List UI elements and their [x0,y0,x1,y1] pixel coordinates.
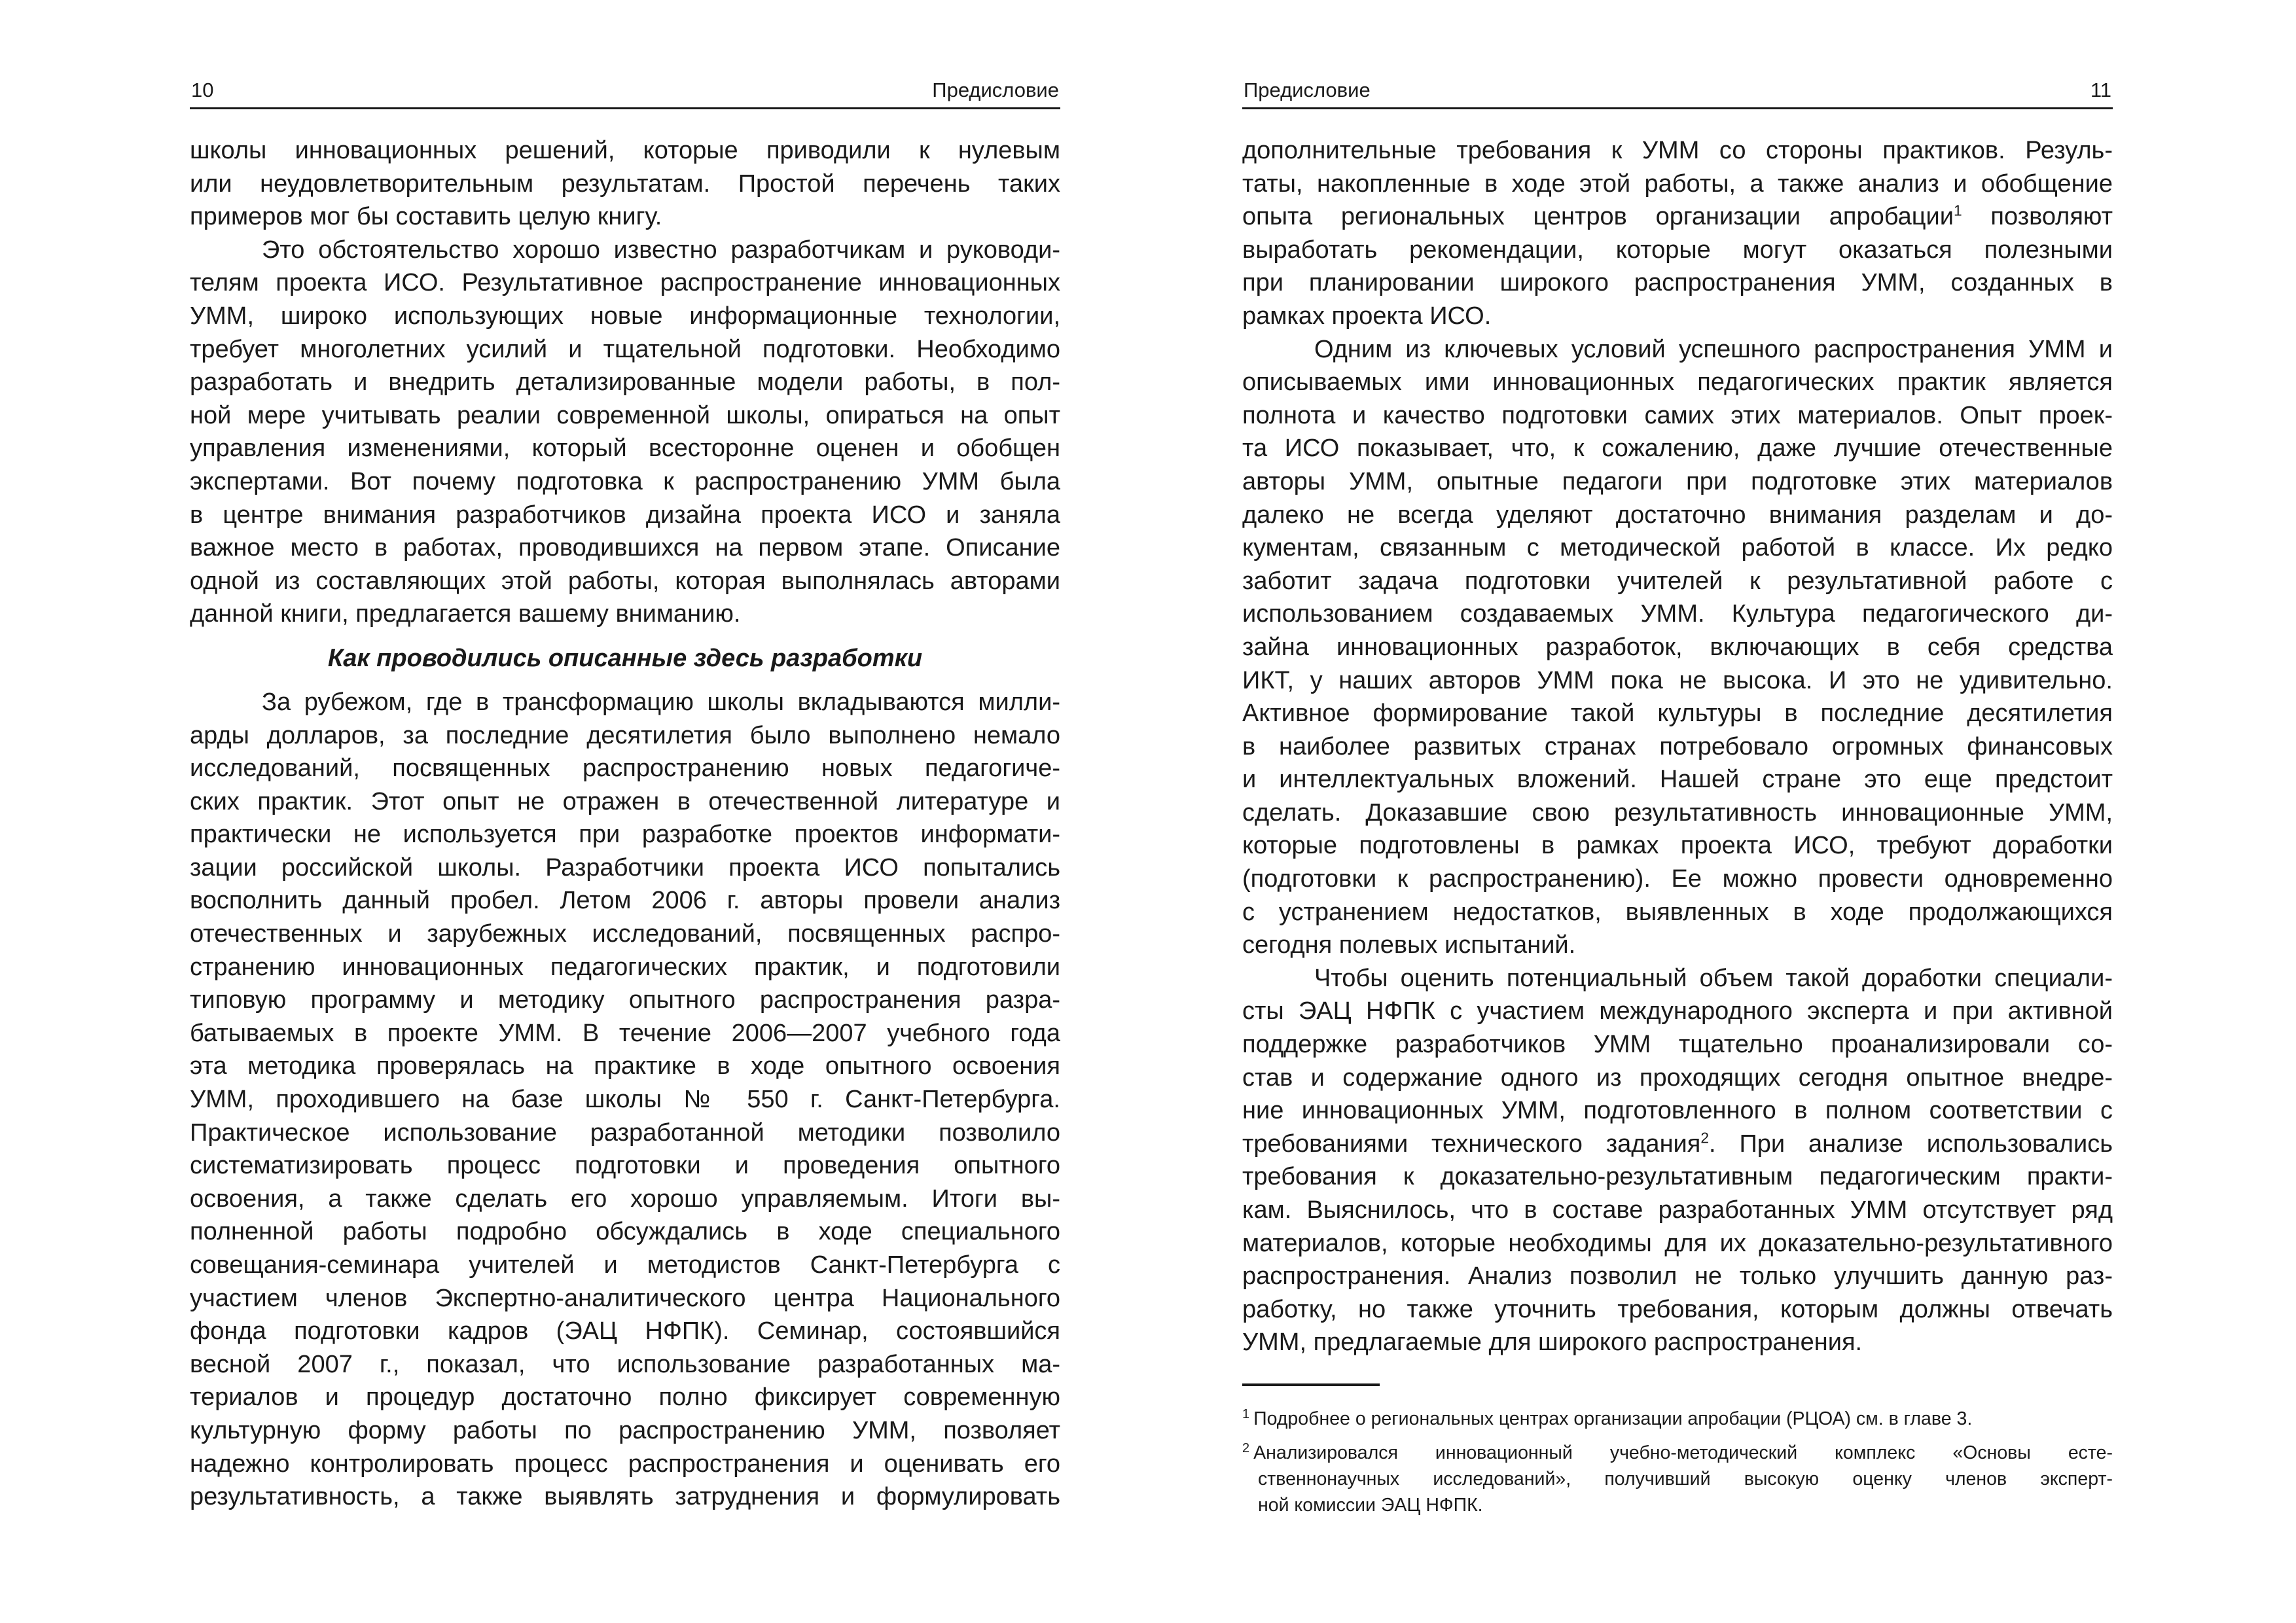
text-line: странению инновационных педагогических практик, и подготовили [190,953,1060,981]
text-line: типовую программу и методику опытного распространения разра- [190,986,1060,1014]
text-line: восполнить данный пробел. Летом 2006 г. авторы провели анализ [190,887,1060,915]
section-heading: Как проводились описанные здесь разработки [327,644,923,672]
text-line: ной мере учитывать реалии современной школы, опираться на опыт [190,401,1060,429]
text-line: дополнительные требования к УММ со стороны практиков. Резуль- [1242,137,2113,164]
running-head-right [1242,73,2113,109]
text-line: став и содержание одного из проходящих сегодня опытное внедре- [1242,1063,2113,1092]
text-line: важное место в работах, проводившихся на первом этапе. Описание [190,534,1060,562]
text-line: ИКТ, у наших авторов УММ пока не высока. И это не удивительно. [1242,666,2113,694]
text-line: поддержке разработчиков УММ тщательно проанализировали со- [1242,1031,2113,1059]
text-line: УММ, проходившего на базе школы № 550 г. Санкт-Петербурга. [190,1086,1060,1114]
text-fragment: . При анализе использовались [1709,1130,2113,1158]
text-line: результативность, а также выявлять затруднения и формулировать [190,1483,1060,1511]
text-line: надежно контролировать процесс распространения и оценивать его [190,1450,1060,1478]
running-title-right: Предисловие [1244,79,1371,101]
text-line: Одним из ключевых условий успешного распространения УММ и [1314,335,2113,363]
text-line: совещания-семинара учителей и методистов Санкт-Петербурга с [190,1251,1060,1279]
right-page [1242,0,2113,1623]
text-line: и интеллектуальных вложений. Нашей стране это еще предстоит [1242,766,2113,794]
text-line: разработать и внедрить детализированные модели работы, в пол- [190,368,1060,397]
text-line: териалов и процедур достаточно полно фиксирует современную [190,1383,1060,1412]
text-line: при планировании широкого распространения УММ, созданных в [1242,269,2113,297]
text-line: таты, накопленные в ходе этой работы, а также анализ и обобщение [1242,169,2113,198]
text-line: систематизировать процесс подготовки и проведения опытного [190,1152,1060,1180]
text-line: арды долларов, за последние десятилетия было выполнено немало [190,721,1060,749]
text-line: требует многолетних усилий и тщательной подготовки. Необходимо [190,335,1060,363]
footnote-1 [1242,1406,2113,1432]
text-fragment: требованиями технического задания [1242,1130,1701,1158]
text-line: экспертами. Вот почему подготовка к распространению УММ была [190,467,1060,495]
text-line: фонда подготовки кадров (ЭАЦ НФПК). Семинар, состоявшийся [190,1317,1060,1346]
text-line: Практическое использование разработанной методики позволило [190,1118,1060,1147]
text-line: батываемых в проекте УММ. В течение 2006—2007 учебного года [190,1019,1060,1047]
left-page-body [190,134,1060,1514]
text-line: кументам, связанным с методической работой в классе. Их редко [1242,534,2113,562]
text-fragment: позволяют [1990,203,2113,231]
text-line: одной из составляющих этой работы, которая выполнялась авторами [190,567,1060,595]
text-line: зации российской школы. Разработчики проекта ИСО попытались [190,853,1060,882]
text-line: рамках проекта ИСО. [1242,302,1492,330]
text-line: УММ, предлагаемые для широкого распространения. [1242,1329,1863,1357]
page-number-left: 10 [191,79,214,101]
text-line: (подготовки к распространению). Ее можно провести одновременно [1242,865,2113,893]
text-line: полненной работы подробно обсуждались в ходе специального [190,1218,1060,1246]
text-line: которые подготовлены в рамках проекта ИСО, требуют доработки [1242,832,2113,860]
footnote-line: ной комиссии ЭАЦ НФПК. [1258,1495,1483,1516]
text-line: полнота и качество подготовки самих этих материалов. Опыт проек- [1242,401,2113,429]
footnote-text: Анализировался инновационный учебно-методический комплекс «Основы есте- [1253,1442,2113,1463]
text-line: авторы УММ, опытные педагоги при подготовке этих материалов [1242,467,2113,495]
text-line: УММ, широко использующих новые информационные технологии, [190,302,1060,330]
text-line: Активное формирование такой культуры в последние десятилетия [1242,700,2113,728]
left-page [190,0,1060,1623]
text-line: культурную форму работы по распространению УММ, позволяет [190,1416,1060,1444]
text-line: требования к доказательно-результативным педагогическим практи- [1242,1163,2113,1191]
footnote-mark: 1 [1242,1406,1250,1421]
text-line: далеко не всегда уделяют достаточно внимания разделам и до- [1242,501,2113,529]
text-line: Чтобы оценить потенциальный объем такой доработки специали- [1314,964,2113,992]
footnote-mark: 2 [1242,1440,1250,1455]
text-line: примеров мог бы составить целую книгу. [190,203,662,231]
text-line: сты ЭАЦ НФПК с участием международного эксперта и при активной [1242,997,2113,1026]
text-line: участием членов Экспертно-аналитического центра Национального [190,1284,1060,1312]
text-line: Это обстоятельство хорошо известно разработчикам и руководи- [262,236,1060,264]
text-line: практически не используется при разработке проектов информати- [190,821,1060,849]
text-line: выработать рекомендации, которые могут оказаться полезными [1242,236,2113,264]
text-line: За рубежом, где в трансформацию школы вкладываются милли- [262,688,1060,716]
text-line-with-footnote-ref [1242,200,2113,234]
text-line: распространения. Анализ позволил не только улучшить данную раз- [1242,1262,2113,1291]
text-line: ние инновационных УММ, подготовленного в полном соответствии с [1242,1097,2113,1125]
text-line: с устранением недостатков, выявленных в ходе продолжающихся [1242,898,2113,926]
right-page-body [1242,134,2113,1359]
footnote-divider [1242,1383,1380,1386]
text-line: заботит задача подготовки учителей к результативной работе с [1242,567,2113,595]
text-line: или неудовлетворительным результатам. Простой перечень таких [190,169,1060,198]
footnote-text: Подробнее о региональных центрах организации апробации (РЦОА) см. в главе 3. [1253,1408,1973,1429]
text-line: эта методика проверялась на практике в ходе опытного освоения [190,1052,1060,1080]
text-line: весной 2007 г., показал, что использование разработанных ма- [190,1350,1060,1378]
text-line: кам. Выяснилось, что в составе разработанных УММ отсутствует ряд [1242,1196,2113,1224]
text-line: ских практик. Этот опыт не отражен в отечественной литературе и [190,787,1060,815]
footnote-line: ственнонаучных исследований», получивший высокую оценку членов эксперт- [1258,1469,2113,1489]
text-line: отечественных и зарубежных исследований, посвященных распро- [190,920,1060,948]
page-number-right: 11 [2090,79,2111,101]
footnote-spacer [1242,1432,2113,1440]
footnote-2 [1242,1440,2113,1466]
text-line: управления изменениями, который всесторонне оценен и обобщен [190,435,1060,463]
text-fragment: опыта региональных центров организации апробации [1242,203,1954,231]
text-line: данной книги, предлагается вашему вниманию. [190,600,741,628]
text-line: освоения, а также сделать его хорошо управляемым. Итоги вы- [190,1185,1060,1213]
text-line: использованием создаваемых УММ. Культура педагогического ди- [1242,600,2113,628]
text-line: сегодня полевых испытаний. [1242,931,1576,959]
text-line: работку, но также уточнить требования, которым должны отвечать [1242,1295,2113,1323]
text-line: телям проекта ИСО. Результативное распространение инновационных [190,269,1060,297]
text-line: исследований, посвященных распространению новых педагогиче- [190,755,1060,783]
footnote-ref-1: 1 [1953,202,1962,219]
text-line: описываемых ими инновационных педагогических практик является [1242,368,2113,397]
footnote-ref-2: 2 [1700,1129,1710,1147]
text-line-with-footnote-ref [1242,1128,2113,1161]
text-line: та ИСО показывает, что, к сожалению, даже лучшие отечественные [1242,435,2113,463]
footnotes [1242,1406,2113,1518]
text-line: в наиболее развитых странах потребовало огромных финансовых [1242,732,2113,760]
running-title-left: Предисловие [932,79,1059,101]
text-line: в центре внимания разработчиков дизайна проекта ИСО и заняла [190,501,1060,529]
text-line: сделать. Доказавшие свою результативность инновационные УММ, [1242,798,2113,827]
text-line: материалов, которые необходимы для их доказательно-результативного [1242,1229,2113,1257]
text-line: школы инновационных решений, которые приводили к нулевым [190,137,1060,164]
running-head-left [190,73,1060,109]
text-line: зайна инновационных разработок, включающих в себя средства [1242,633,2113,661]
